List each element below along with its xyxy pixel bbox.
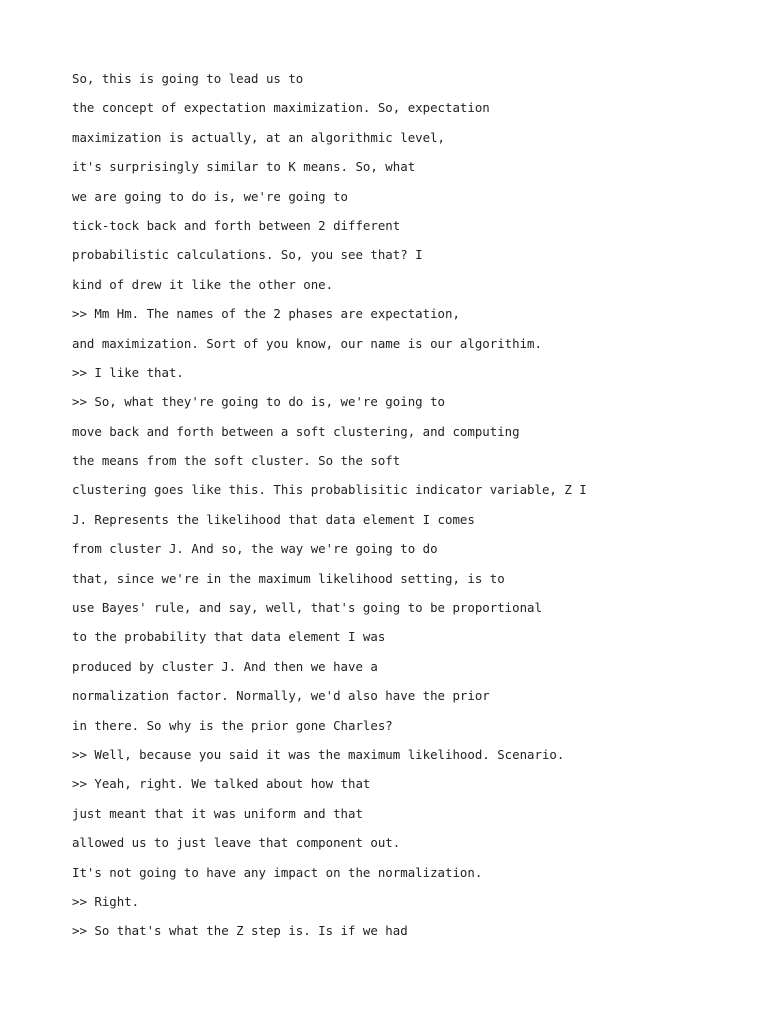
- transcript-line: we are going to do is, we're going to: [72, 188, 349, 204]
- transcript-text: [72, 70, 732, 952]
- transcript-line: >> So, what they're going to do is, we're going to: [72, 394, 445, 410]
- transcript-line: just meant that it was uniform and that: [72, 805, 363, 821]
- transcript-line: >> So that's what the Z step is. Is if we had: [72, 923, 408, 939]
- transcript-line: probabilistic calculations. So, you see that? I: [72, 247, 423, 263]
- transcript-line: maximization is actually, at an algorithmic level,: [72, 129, 445, 145]
- transcript-line: and maximization. Sort of you know, our name is our algorithim.: [72, 335, 542, 351]
- transcript-line: >> Yeah, right. We talked about how that: [72, 776, 371, 792]
- transcript-line: J. Represents the likelihood that data element I comes: [72, 511, 475, 527]
- transcript-line: >> Right.: [72, 893, 140, 909]
- transcript-line: So, this is going to lead us to: [72, 71, 304, 86]
- transcript-line: produced by cluster J. And then we have a: [72, 658, 378, 674]
- transcript-line: the concept of expectation maximization. So, expectation: [72, 100, 490, 116]
- transcript-line: >> Mm Hm. The names of the 2 phases are expectation,: [72, 306, 460, 322]
- transcript-line: >> I like that.: [72, 364, 184, 380]
- transcript-line: tick-tock back and forth between 2 different: [72, 217, 401, 233]
- transcript-line: it's surprisingly similar to K means. So, what: [72, 159, 416, 175]
- transcript-line: allowed us to just leave that component out.: [72, 835, 401, 851]
- transcript-line: the means from the soft cluster. So the soft: [72, 453, 401, 469]
- transcript-line: move back and forth between a soft clustering, and computing: [72, 423, 520, 439]
- transcript-line: normalization factor. Normally, we'd also have the prior: [72, 688, 490, 704]
- transcript-line: It's not going to have any impact on the normalization.: [72, 864, 483, 880]
- transcript-line: that, since we're in the maximum likelihood setting, is to: [72, 570, 505, 586]
- transcript-line: kind of drew it like the other one.: [72, 276, 334, 292]
- transcript-line: from cluster J. And so, the way we're going to do: [72, 541, 438, 557]
- transcript-line: to the probability that data element I was: [72, 629, 386, 645]
- transcript-line: use Bayes' rule, and say, well, that's going to be proportional: [72, 600, 542, 616]
- transcript-line: clustering goes like this. This probablisitic indicator variable, Z I: [72, 482, 587, 498]
- transcript-line: in there. So why is the prior gone Charles?: [72, 717, 393, 733]
- transcript-line: >> Well, because you said it was the maximum likelihood. Scenario.: [72, 746, 565, 762]
